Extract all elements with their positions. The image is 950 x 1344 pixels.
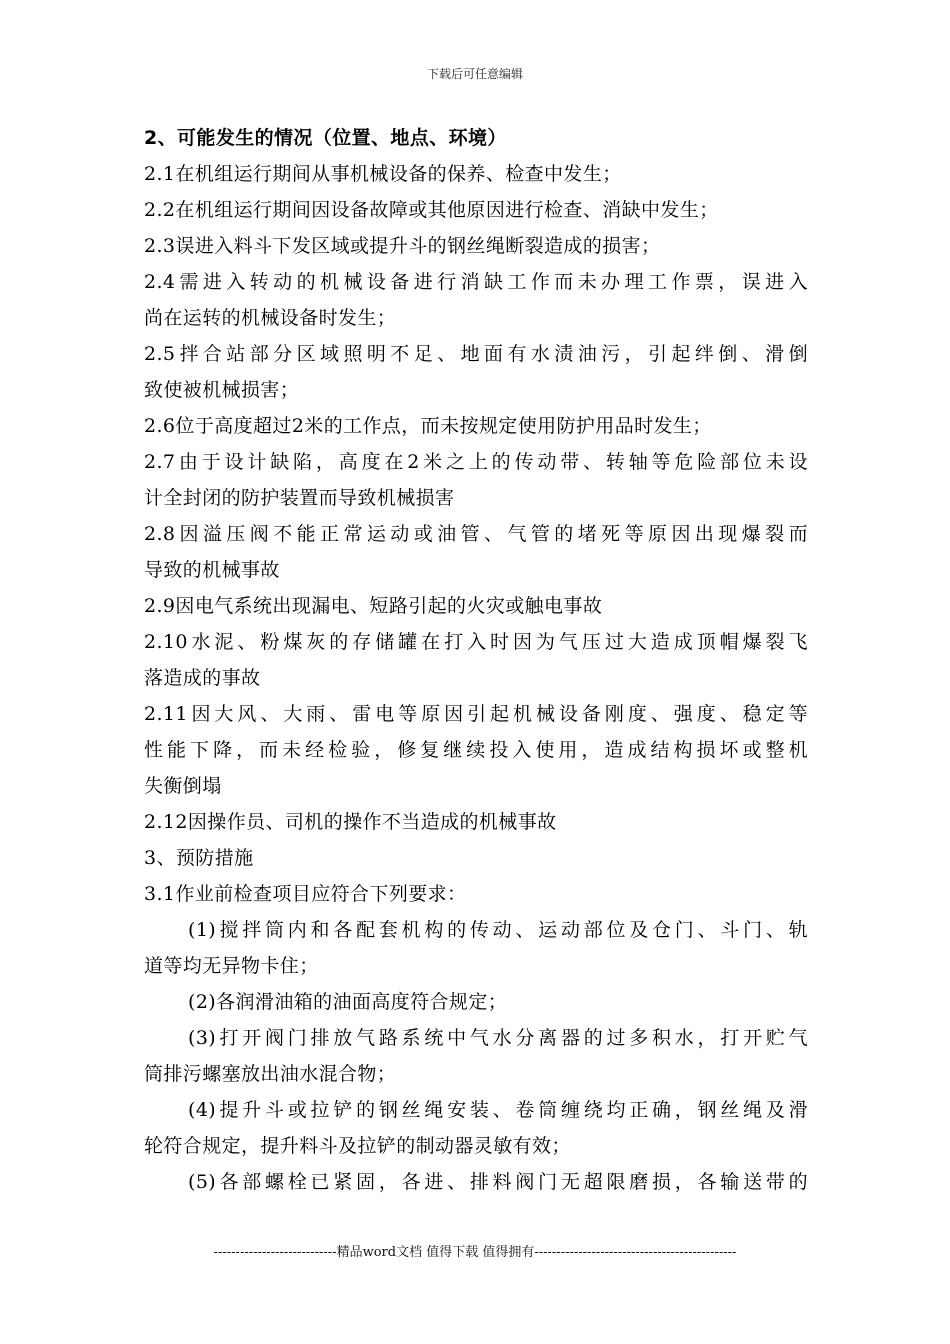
- text-line: 轮符合规定，提升料斗及拉铲的制动器灵敏有效；: [144, 1135, 571, 1157]
- section-heading: 2、可能发生的情况（位置、地点、环境）: [144, 127, 507, 149]
- text-line: 2.2在机组运行期间因设备故障或其他原因进行检查、消缺中发生；: [144, 199, 719, 221]
- text-line: 2.8因溢压阀不能正常运动或油管、气管的堵死等原因出现爆裂而: [144, 523, 808, 545]
- text-line: 失衡倒塌: [144, 775, 222, 797]
- text-line: 致使被机械损害；: [144, 379, 300, 401]
- text-line: 导致的机械事故: [144, 559, 280, 581]
- text-line: 2.1在机组运行期间从事机械设备的保养、检查中发生；: [144, 163, 622, 185]
- text-line: (1)搅拌筒内和各配套机构的传动、运动部位及仓门、斗门、轨: [188, 919, 808, 941]
- text-line: 道等均无异物卡住；: [144, 955, 319, 977]
- text-line: 2.6位于高度超过2米的工作点，而未按规定使用防护用品时发生；: [144, 415, 712, 437]
- text-line: 2.9因电气系统出现漏电、短路引起的火灾或触电事故: [144, 595, 603, 617]
- text-line: 计全封闭的防护装置而导致机械损害: [144, 487, 455, 509]
- text-line: 2.3误进入料斗下发区域或提升斗的钢丝绳断裂造成的损害；: [144, 235, 661, 257]
- text-line: 性能下降，而未经检验，修复继续投入使用，造成结构损坏或整机: [144, 739, 808, 761]
- text-line: 3、预防措施: [144, 847, 254, 869]
- text-line: 2.4需进入转动的机械设备进行消缺工作而未办理工作票，误进入: [144, 271, 808, 293]
- text-line: 2.11因大风、大雨、雷电等原因引起机械设备刚度、强度、稳定等: [144, 703, 808, 725]
- text-line: 3.1作业前检查项目应符合下列要求：: [144, 883, 467, 905]
- text-line: 2.10水泥、粉煤灰的存储罐在打入时因为气压过大造成顶帽爆裂飞: [144, 631, 808, 653]
- text-line: 2.7由于设计缺陷，高度在2米之上的传动带、转轴等危险部位未设: [144, 451, 808, 473]
- text-line: 落造成的事故: [144, 667, 261, 689]
- text-line: (5)各部螺栓已紧固，各进、排料阀门无超限磨损，各输送带的: [188, 1171, 808, 1193]
- text-line: 2.5拌合站部分区域照明不足、地面有水渍油污，引起绊倒、滑倒: [144, 343, 808, 365]
- text-line: (3)打开阀门排放气路系统中气水分离器的过多积水，打开贮气: [188, 1027, 808, 1049]
- page-header: 下载后可任意编辑: [426, 67, 523, 81]
- text-line: 筒排污螺塞放出油水混合物；: [144, 1063, 397, 1085]
- page-footer: ----------------------------精品word文档 值得下载 值得拥有----------------------------------------------: [213, 1245, 737, 1260]
- text-line: 2.12因操作员、司机的操作不当造成的机械事故: [144, 811, 557, 833]
- text-line: 尚在运转的机械设备时发生；: [144, 307, 397, 329]
- text-line: (2)各润滑油箱的油面高度符合规定；: [188, 991, 508, 1013]
- text-line: (4)提升斗或拉铲的钢丝绳安装、卷筒缠绕均正确，钢丝绳及滑: [188, 1099, 808, 1121]
- document-body: [144, 120, 808, 1200]
